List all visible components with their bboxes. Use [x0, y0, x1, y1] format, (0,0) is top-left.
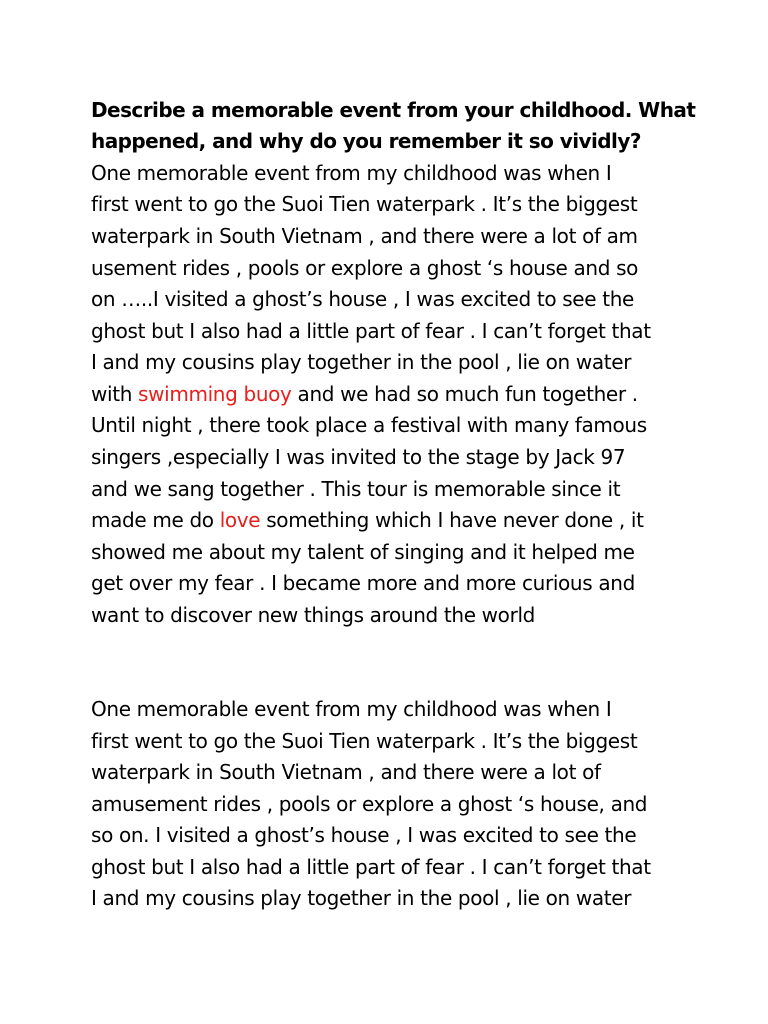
revision-line-7: I and my cousins play together in the pool , lie on water — [91, 886, 632, 910]
draft-line-8-after: and we had so much fun together . — [291, 382, 638, 406]
draft-line-15: want to discover new things around the world — [91, 603, 535, 627]
revision-line-4: amusement rides , pools or explore a ghost ‘s house, and — [91, 792, 648, 816]
draft-line-8-before: with — [91, 382, 139, 406]
highlight-swimming-buoy: swimming buoy — [138, 382, 292, 406]
draft-line-3: waterpark in South Vietnam , and there were a lot of am — [91, 224, 638, 248]
draft-line-13: showed me about my talent of singing and it helped me — [91, 540, 635, 564]
draft-line-12-before: made me do — [91, 508, 220, 532]
revision-line-3: waterpark in South Vietnam , and there were a lot of — [91, 760, 601, 784]
draft-line-9: Until night , there took place a festival with many famous — [91, 413, 647, 437]
draft-line-1: One memorable event from my childhood was when I — [91, 161, 612, 185]
draft-line-6: ghost but I also had a little part of fear . I can’t forget that — [91, 319, 651, 343]
draft-line-10: singers ,especially I was invited to the stage by Jack 97 — [91, 445, 626, 469]
draft-line-4: usement rides , pools or explore a ghost ‘s house and so — [91, 256, 639, 280]
draft-line-8 — [91, 378, 638, 410]
draft-line-12 — [91, 504, 644, 536]
draft-line-7: I and my cousins play together in the pool , lie on water — [91, 350, 632, 374]
revision-line-2: first went to go the Suoi Tien waterpark . It’s the biggest — [91, 729, 638, 753]
draft-line-12-after: something which I have never done , it — [260, 508, 644, 532]
highlight-love: love — [219, 508, 261, 532]
revision-line-1: One memorable event from my childhood was when I — [91, 697, 612, 721]
revision-line-5: so on. I visited a ghost’s house , I was excited to see the — [91, 823, 637, 847]
revision-line-6: ghost but I also had a little part of fear . I can’t forget that — [91, 855, 651, 879]
question-line-1: Describe a memorable event from your childhood. What — [91, 98, 696, 122]
draft-line-14: get over my fear . I became more and more curious and — [91, 571, 635, 595]
draft-line-5: on …..I visited a ghost’s house , I was excited to see the — [91, 287, 634, 311]
draft-line-2: first went to go the Suoi Tien waterpark . It’s the biggest — [91, 192, 638, 216]
question-line-2: happened, and why do you remember it so vividly? — [91, 129, 641, 153]
draft-line-11: and we sang together . This tour is memorable since it — [91, 477, 621, 501]
